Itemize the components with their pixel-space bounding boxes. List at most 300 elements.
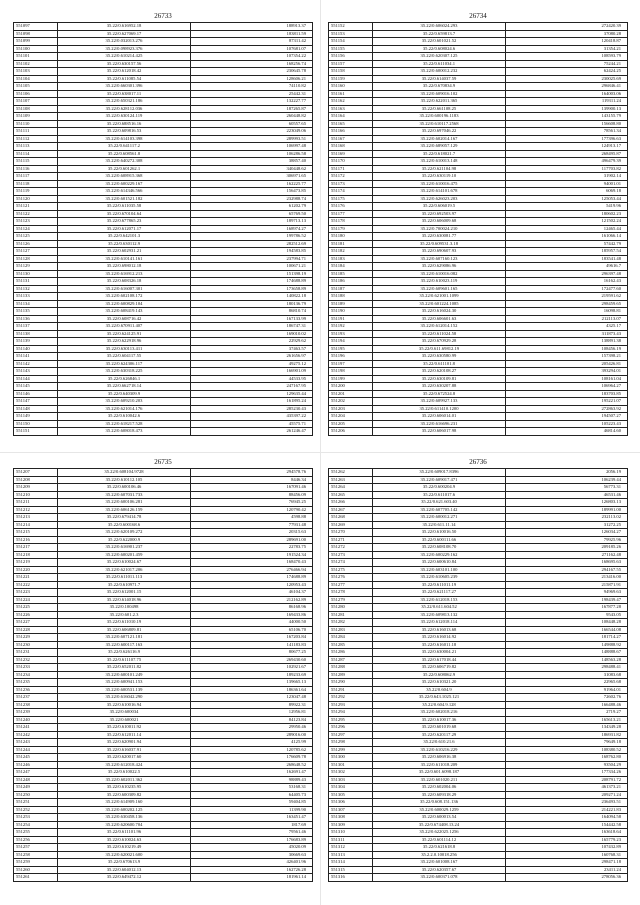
row-id-cell: 551316 <box>329 874 373 881</box>
table-row <box>14 852 312 860</box>
row-id-cell: 551153 <box>329 31 373 38</box>
row-id-cell: 551285 <box>329 642 373 649</box>
table-row <box>329 792 627 800</box>
table-row <box>14 23 312 31</box>
row-id-cell: 551212 <box>14 507 58 514</box>
row-id-cell: 551248 <box>14 777 58 784</box>
row-id-cell: 551287 <box>329 657 373 664</box>
value-cell: 180602.23 <box>601 210 621 216</box>
table-row <box>14 589 312 597</box>
row-id-cell: 551220 <box>14 567 58 574</box>
value-cell: 172477.60 <box>601 285 621 291</box>
value-cell: 61202.79 <box>288 203 306 208</box>
row-id-cell: 551141 <box>14 353 58 360</box>
row-id-cell: 551126 <box>14 241 58 248</box>
value-cell: 181714.27 <box>601 634 621 639</box>
table-row <box>14 46 312 54</box>
row-id-cell: 551293 <box>329 702 373 709</box>
value-cell: 31083.68 <box>603 671 621 677</box>
code-cell: 35.22/0.621.603.40 <box>373 499 506 506</box>
value-cell: 45020.09 <box>288 844 306 849</box>
value-cell: 298488.41 <box>601 664 621 669</box>
value-cell: 188913.37 <box>286 23 306 28</box>
value-cell: 168695.63 <box>601 559 621 564</box>
code-cell: 35.22/0.670104.64 <box>58 211 191 218</box>
table-row <box>329 46 627 54</box>
value-cell: 232988.74 <box>286 195 306 201</box>
code-cell: 35.22/0.610016.50 <box>373 529 506 536</box>
value-cell: 124913.17 <box>601 143 621 148</box>
row-id-cell: 551260 <box>14 867 58 874</box>
table-row <box>329 376 627 384</box>
row-id-cell: 551288 <box>329 664 373 671</box>
table-row <box>14 657 312 665</box>
value-cell: 272420.39 <box>601 23 621 28</box>
row-id-cell: 551140 <box>14 346 58 353</box>
code-cell: 35.22/0.607121.181 <box>58 634 191 641</box>
row-id-cell: 551239 <box>14 709 58 716</box>
code-cell: 35.22/0.638017.11 <box>58 91 191 98</box>
code-cell: 35.22/0.677865.23 <box>58 218 191 225</box>
table-row <box>14 837 312 845</box>
table-row <box>14 627 312 635</box>
code-cell: 35.22/0.607160.123 <box>373 256 506 263</box>
value-cell: 191524.34 <box>286 551 306 557</box>
row-id-cell: 551205 <box>329 421 373 428</box>
code-cell: 35.22/0.620901.94 <box>58 739 191 746</box>
table-row <box>14 241 312 249</box>
table-row <box>329 829 627 837</box>
code-cell: 35.22/0.600106.281 <box>58 499 191 506</box>
table-row <box>329 241 627 249</box>
code-cell: 35.22/0.606719.82 <box>373 664 506 671</box>
value-cell: 209185.26 <box>601 544 621 549</box>
code-cell: 35.22/0.627069.17 <box>58 31 191 38</box>
value-cell: 209271.24 <box>601 791 621 797</box>
table-row <box>14 323 312 331</box>
row-id-cell: 551166 <box>329 128 373 135</box>
table-row <box>14 522 312 530</box>
table-row <box>329 859 627 867</box>
row-id-cell: 551262 <box>329 469 373 476</box>
table-row <box>14 128 312 136</box>
code-cell: 35.22/0.670929.28 <box>373 338 506 345</box>
row-id-cell: 551162 <box>329 98 373 105</box>
value-cell: 289691.00 <box>286 536 306 542</box>
table-row <box>14 38 312 46</box>
value-cell: 268495.87 <box>601 150 621 156</box>
code-cell: 35.22/0.602004.06 <box>373 784 506 791</box>
value-cell: 154442.58 <box>601 821 621 827</box>
row-id-cell: 551279 <box>329 597 373 604</box>
value-cell: 106286.58 <box>286 150 306 156</box>
value-cell: 20315.63 <box>288 529 306 534</box>
table-row <box>14 113 312 121</box>
table-row <box>329 158 627 166</box>
value-cell: 108448.28 <box>601 619 621 624</box>
table-row <box>14 203 312 211</box>
value-cell: 1817.69 <box>291 821 306 827</box>
value-cell: 108380.52 <box>601 746 621 752</box>
table-row <box>329 687 627 695</box>
value-cell: 86810.74 <box>288 308 306 313</box>
value-cell: 208791.72 <box>601 776 621 782</box>
table-row <box>14 507 312 515</box>
row-id-cell: 551148 <box>14 406 58 413</box>
page-title: 26736 <box>469 458 487 466</box>
row-id-cell: 551231 <box>14 649 58 656</box>
code-cell: 35.22/0.608024.6 <box>373 46 506 53</box>
value-cell: 289993.51 <box>286 135 306 141</box>
code-cell: 35.22/0.630119.10 <box>373 173 506 180</box>
code-cell: 35.22/0.601021.52 <box>373 38 506 45</box>
table-row <box>329 173 627 181</box>
table-row <box>329 248 627 256</box>
row-id-cell: 551243 <box>14 739 58 746</box>
code-cell: 35.22/0.611410.1200 <box>373 406 506 413</box>
table-row <box>14 188 312 196</box>
row-id-cell: 551254 <box>14 822 58 829</box>
value-cell: 2719.27 <box>606 709 621 714</box>
value-cell: 461373.21 <box>601 784 621 789</box>
row-id-cell: 551301 <box>329 762 373 769</box>
code-cell: 35.22/0.630004.21 <box>373 649 506 656</box>
value-cell: 230025.69 <box>601 75 621 81</box>
code-cell: 35.22/0.611010.19 <box>58 619 191 626</box>
value-cell: 271162.48 <box>601 551 621 557</box>
code-cell: 35.22/0.621001.1099 <box>373 293 506 300</box>
value-cell: 117703.82 <box>601 165 621 171</box>
value-cell: 496479.39 <box>601 158 621 163</box>
row-id-cell: 551185 <box>329 271 373 278</box>
code-cell: 35.22/0.609601.165 <box>373 286 506 293</box>
table-row <box>329 657 627 665</box>
row-id-cell: 551104 <box>14 76 58 83</box>
row-id-cell: 551107 <box>14 98 58 105</box>
value-cell: 166488.46 <box>601 701 621 707</box>
value-cell: 165779.23 <box>601 836 621 842</box>
code-cell: 35.22/0.600829.104 <box>58 301 191 308</box>
value-cell: 165613.21 <box>601 716 621 722</box>
value-cell: 12956.81 <box>288 709 306 714</box>
row-id-cell: 551251 <box>14 799 58 806</box>
value-cell: 161895.24 <box>286 398 306 403</box>
table-row <box>14 664 312 672</box>
value-cell: 237994.71 <box>286 255 306 261</box>
code-cell: 35.22/0.612018.42 <box>58 68 191 75</box>
code-cell: 35.22/0.630109.81 <box>373 376 506 383</box>
row-id-cell: 551195 <box>329 346 373 353</box>
table-row <box>329 544 627 552</box>
value-cell: 189991.00 <box>601 506 621 512</box>
row-id-cell: 551165 <box>329 121 373 128</box>
table-row <box>14 874 312 882</box>
code-cell: 35.22/0.600202.125 <box>58 807 191 814</box>
value-cell: 140822.18 <box>286 293 306 298</box>
value-cell: 46531.46 <box>603 491 621 497</box>
code-cell: 35.22/0.629086.96 <box>373 263 506 270</box>
row-id-cell: 551306 <box>329 799 373 806</box>
value-cell: 62424.25 <box>603 68 621 73</box>
code-cell: 35.22/0.624306.117 <box>58 361 191 368</box>
row-id-cell: 551116 <box>14 166 58 173</box>
table-row <box>329 619 627 627</box>
code-cell: 35.22/0.609531.3.18 <box>373 241 506 248</box>
code-cell: 35.22/0.601521.182 <box>58 196 191 203</box>
code-cell: 35.22/0.600371.078 <box>373 874 506 881</box>
code-cell: 35.22/0.630081.77 <box>373 233 506 240</box>
table-row <box>329 777 627 785</box>
value-cell: 174688.89 <box>286 278 306 283</box>
value-cell: 126803.13 <box>601 499 621 504</box>
value-cell: 44533.95 <box>288 375 306 381</box>
table-row <box>14 552 312 560</box>
row-id-cell: 551250 <box>14 792 58 799</box>
code-cell: 35.22/0.630113.411 <box>58 346 191 353</box>
row-id-cell: 551297 <box>329 732 373 739</box>
code-cell: 35.22/0.610235.95 <box>58 784 191 791</box>
code-cell: 35.22/0.611107.75 <box>58 657 191 664</box>
value-cell: 205426.81 <box>601 360 621 366</box>
value-cell: 236493.51 <box>601 799 621 804</box>
table-row <box>14 717 312 725</box>
table-row <box>329 196 627 204</box>
row-id-cell: 551186 <box>329 278 373 285</box>
code-cell: 35.22/0.032013.276 <box>58 38 191 45</box>
table-row <box>329 702 627 710</box>
row-id-cell: 551139 <box>14 338 58 345</box>
table-row <box>329 271 627 279</box>
value-cell: 31272.25 <box>603 521 621 527</box>
code-cell: 35.22/0.626116.9 <box>58 649 191 656</box>
row-id-cell: 551305 <box>329 792 373 799</box>
value-cell: 108161.04 <box>601 375 621 381</box>
code-cell: 35.22/0.630112.9 <box>58 241 191 248</box>
row-id-cell: 551233 <box>14 664 58 671</box>
code-cell: 35.22/0.600117.163 <box>58 642 191 649</box>
row-id-cell: 551268 <box>329 514 373 521</box>
table-row <box>329 664 627 672</box>
table-row <box>329 507 627 515</box>
value-cell: 289016.00 <box>286 731 306 737</box>
table-row <box>14 559 312 567</box>
table-row <box>329 406 627 414</box>
table-row <box>14 484 312 492</box>
table-row <box>14 338 312 346</box>
row-id-cell: 551298 <box>329 739 373 746</box>
table-row <box>14 574 312 582</box>
value-cell: 94969.63 <box>603 589 621 594</box>
value-cell: 4598.88 <box>291 514 306 519</box>
code-cell: 35.22/0.674408.13.24 <box>373 822 506 829</box>
code-cell: 35.22/0.610011.92 <box>58 724 191 731</box>
code-cell: 35.22/0.692503.97 <box>373 211 506 218</box>
code-cell: 35.22/0.622000.9 <box>58 537 191 544</box>
table-row <box>14 98 312 106</box>
code-cell: 35.22/0.616042.290 <box>58 694 191 701</box>
code-cell: 35.22/0.614101.678 <box>373 188 506 195</box>
row-id-cell: 551128 <box>14 256 58 263</box>
row-id-cell: 551275 <box>329 567 373 574</box>
value-cell: 163618.64 <box>601 829 621 834</box>
value-cell: 261246.47 <box>286 428 306 433</box>
row-id-cell: 551227 <box>14 619 58 626</box>
table-row <box>329 121 627 129</box>
code-cell: 35.22/0.612071.17 <box>58 226 191 233</box>
code-cell: 35.22/0.600013.54 <box>373 814 506 821</box>
table-row <box>14 859 312 867</box>
data-table <box>13 468 313 882</box>
value-cell: 164003.06 <box>601 90 621 96</box>
table-row <box>329 331 627 339</box>
table-row <box>329 398 627 406</box>
row-id-cell: 551171 <box>329 166 373 173</box>
table-row <box>329 218 627 226</box>
table-row <box>329 83 627 91</box>
table-row <box>329 106 627 114</box>
row-id-cell: 551146 <box>14 391 58 398</box>
code-cell: 35.22/0.600012.232 <box>373 68 506 75</box>
value-cell: 22783.75 <box>288 544 306 549</box>
row-id-cell: 551164 <box>329 113 373 120</box>
value-cell: 91964.01 <box>603 686 621 692</box>
table-row <box>329 739 627 747</box>
table-row <box>14 263 312 271</box>
code-cell: 35.22/0.608419.143 <box>58 308 191 315</box>
code-cell: 35.22/0.643.1025.121 <box>373 694 506 701</box>
value-cell: 89922.31 <box>288 701 306 707</box>
row-id-cell: 551136 <box>14 316 58 323</box>
table-row <box>14 361 312 369</box>
row-id-cell: 551190 <box>329 308 373 315</box>
code-cell: 35.22/0.606024.293 <box>373 23 506 30</box>
code-cell: 35.22/0.610117.2568 <box>373 121 506 128</box>
table-row <box>329 807 627 815</box>
row-id-cell: 551221 <box>14 574 58 581</box>
row-id-cell: 551236 <box>14 687 58 694</box>
row-id-cell: 551106 <box>14 91 58 98</box>
code-cell: 35.22/0.600531.139 <box>58 687 191 694</box>
code-cell: 35.22/0.697046.22 <box>373 128 506 135</box>
table-row <box>14 492 312 500</box>
table-row <box>329 672 627 680</box>
table-row <box>14 308 312 316</box>
table-row <box>329 98 627 106</box>
value-cell: 37463.57 <box>288 345 306 351</box>
table-row <box>14 368 312 376</box>
table-row <box>329 754 627 762</box>
row-id-cell: 551179 <box>329 226 373 233</box>
table-row <box>14 537 312 545</box>
table-row <box>329 799 627 807</box>
value-cell: 49275.12 <box>288 360 306 366</box>
row-id-cell: 551183 <box>329 256 373 263</box>
value-cell: 340448.62 <box>286 165 306 171</box>
value-cell: 93504.29 <box>603 761 621 767</box>
code-cell: 35.22/0.604.9.128 <box>373 702 506 709</box>
value-cell: 78561.34 <box>603 128 621 133</box>
code-cell: 35.22/0.602011.362 <box>58 777 191 784</box>
row-id-cell: 551184 <box>329 263 373 270</box>
value-cell: 38857.40 <box>288 158 306 163</box>
table-row <box>14 421 312 429</box>
code-cell: 35.22/0.606809.81 <box>58 627 191 634</box>
value-cell: 168470.43 <box>286 559 306 564</box>
value-cell: 306971.65 <box>286 173 306 178</box>
table-row <box>14 248 312 256</box>
table-row <box>329 383 627 391</box>
table-row <box>329 308 627 316</box>
value-cell: 37080.28 <box>603 30 621 36</box>
code-cell: 35.22/0.616952.18 <box>58 23 191 30</box>
value-cell: 49616.7 <box>606 263 621 268</box>
row-id-cell: 551103 <box>14 68 58 75</box>
code-cell: 35.22/0.600168.6 <box>58 522 191 529</box>
value-cell: 272863.92 <box>601 405 621 411</box>
table-row <box>329 627 627 635</box>
value-cell: 148563.28 <box>601 656 621 662</box>
table-row <box>329 837 627 845</box>
value-cell: 4325.17 <box>606 323 621 328</box>
code-cell: 35.22/0.610605.239 <box>373 574 506 581</box>
value-cell: 169433.86 <box>286 611 306 617</box>
code-cell: 35.22/0.612014.152 <box>373 323 506 330</box>
code-cell: 35.22/0.614037.59 <box>373 76 506 83</box>
page-title: 26733 <box>154 12 172 20</box>
code-cell: 35.22/0.621014.176 <box>58 406 191 413</box>
code-cell: 35.22/0.616696.231 <box>373 421 506 428</box>
table-row <box>329 732 627 740</box>
row-id-cell: 551283 <box>329 627 373 634</box>
value-cell: 213416.00 <box>601 574 621 579</box>
code-cell: 35.22/0.616011.18 <box>373 642 506 649</box>
row-id-cell: 551240 <box>14 717 58 724</box>
table-row <box>14 679 312 687</box>
row-id-cell: 551174 <box>329 188 373 195</box>
value-cell: 194583.85 <box>286 248 306 253</box>
value-cell: 57442.79 <box>603 240 621 246</box>
table-row <box>329 188 627 196</box>
row-id-cell: 551189 <box>329 301 373 308</box>
table-row <box>329 559 627 567</box>
row-id-cell: 551161 <box>329 91 373 98</box>
table-row <box>14 477 312 485</box>
row-id-cell: 551211 <box>14 499 58 506</box>
table-row <box>329 514 627 522</box>
page-26736 <box>328 456 628 882</box>
table-row <box>14 293 312 301</box>
value-cell: 261656.97 <box>286 353 306 358</box>
row-id-cell: 551313 <box>329 852 373 859</box>
row-id-cell: 551246 <box>14 762 58 769</box>
value-cell: 435397.22 <box>286 413 306 418</box>
row-id-cell: 551178 <box>329 218 373 225</box>
table-row <box>329 769 627 777</box>
table-row <box>329 278 627 286</box>
row-id-cell: 551214 <box>14 522 58 529</box>
table-row <box>14 256 312 264</box>
value-cell: 169010.02 <box>286 330 306 336</box>
code-cell: 35.22/0.649472.12 <box>58 874 191 881</box>
value-cell: 125053.44 <box>601 195 621 201</box>
table-row <box>14 822 312 830</box>
code-cell: 35.22/0.622918.96 <box>58 338 191 345</box>
table-row <box>329 316 627 324</box>
table-row <box>14 413 312 421</box>
table-row <box>14 391 312 399</box>
row-id-cell: 551145 <box>14 383 58 390</box>
code-cell: 35.22/0.100498 <box>58 604 191 611</box>
